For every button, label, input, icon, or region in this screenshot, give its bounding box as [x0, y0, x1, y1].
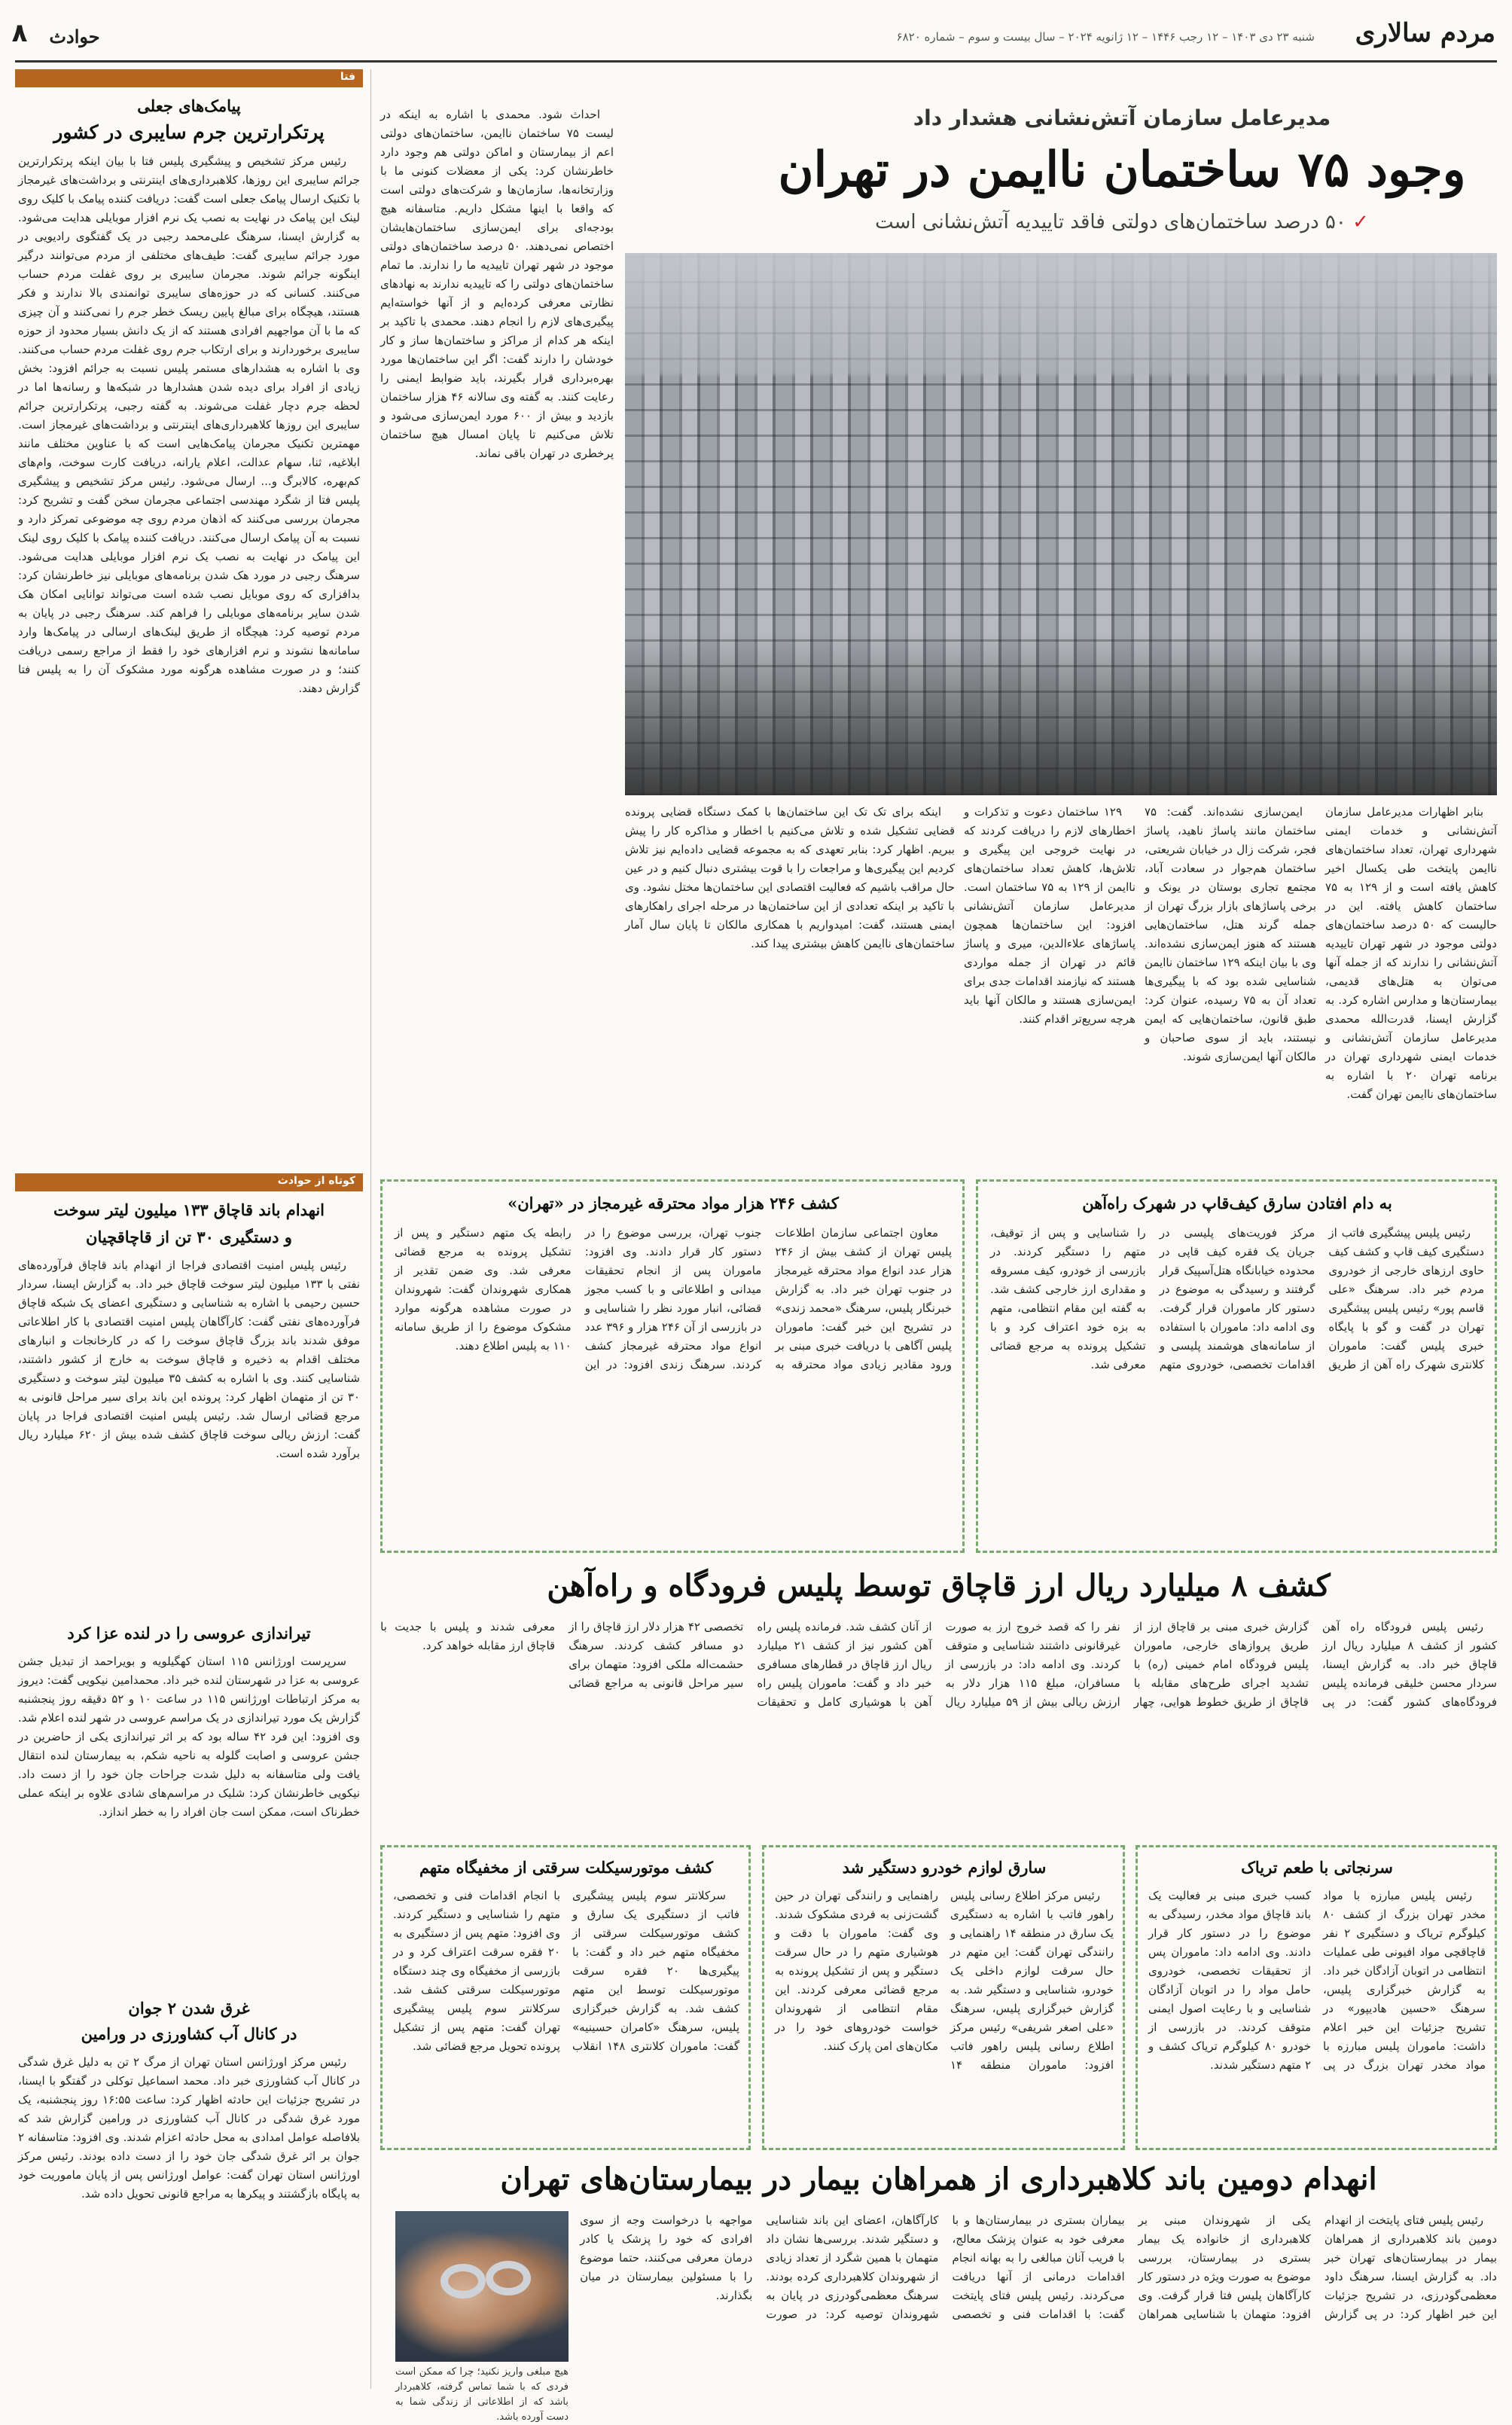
story-body — [775, 1887, 1114, 2143]
story-body — [990, 1224, 1484, 1543]
story-box-robbery — [976, 1179, 1497, 1553]
story-title: پیامک‌های جعلی — [137, 96, 241, 115]
story-title: و دستگیری ۳۰ تن از قاچاقچیان — [86, 1228, 292, 1246]
lead-text: ایمن‌سازی نشده‌اند. گفت: ۷۵ ساختمان مانند پاساژ ناهید، پاساژ فجر، شرکت زال در خیابان شریعتی، ساختمان هم‌جوار در سعادت آباد، مجتمع تجاری بوستان در یونک و برخی پاساژهای بازار بزرگ تهران از جمله گرند هتل، ساختمان‌هایی هستند که هنوز ایمن‌سازی نشده‌اند. وی با بیان اینکه ۱۲۹ ساختمان ناایمن شناسایی شده بود که با پیگیری‌ها تعداد آن به ۷۵ رسیده، عنوان کرد: طبق قانون، ساختمان‌هایی که ایمن نیستند، باید از سوی صاحبان و مالکان آنها ایمن‌سازی شوند. — [1145, 805, 1316, 1063]
story-title: سرنجاتی با طعم تریاک — [1241, 1858, 1393, 1877]
tag-bar — [15, 69, 363, 87]
story-body — [18, 1256, 360, 1614]
story-text: رئیس مرکز تشخیص و پیشگیری پلیس فتا با بیان اینکه پرتکرارترین جرائم سایبری این روزها، کلاهبرداری‌های اینترنتی و برداشت‌های غیرمجاز با تکنیک ارسال پیامک جعلی است گفت: دریافت کننده پیامک با کلیک روی لینک این پیامک در نهایت به نصب یک نرم افزار موبایلی هدایت می‌شود. به گزارش ایسنا، سرهنگ علی‌محمد رجبی در یک گفتگوی رادیویی در مورد جرائم سایبری گفت: طیف‌های مختلفی از مردم می‌توانند درگیر اینگونه جرائم شوند. مجرمان سایبری بر روی غفلت مردم حساب می‌کنند. کسانی که در حوزه‌های سایبری توانمندی بالا ندارند و فکر هستند، هیچگاه برای مبالغ پایین ریسک خطر جرم را نمی‌کنند و آن چیزی که ما با آن مواجهیم افرادی هستند که از یک دانش بسیار محدود از حوزه سایبری برخوردارند و برای ارتکاب جرم روی غفلت مردم حساب می‌کنند. وی با اشاره به هشدارهای مستمر پلیس نسبت به جرائم افزود: بخش زیادی از افراد برای دیده شدن هشدارها در شبکه‌ها و رسانه‌ها اما در لحظه جرم دچار غفلت می‌شوند. به گفته رجبی، پرتکرارترین جرائم سایبری این روزها کلاهبرداری‌های اینترنتی و برداشت‌های غیرمجاز است. مهمترین تکنیک مجرمان پیامک‌هایی است که با عناوین مختلف مانند ابلاغیه، ثنا، سهام عدالت، اعلام یارانه، دریافت کارت سوخت، وام‌های کم‌بهره، کالابرگ و... ارسال می‌شود. رئیس مرکز تشخیص و پیشگیری پلیس فتا از شگرد مهندسی اجتماعی مجرمان سخن گفت و تشریح کرد: مجرمان بررسی می‌کنند که اذهان مردم روی چه موضوعی تمرکز دارد و نسبت به آن پیامک ارسال می‌کنند. دریافت کننده پیامک با کلیک روی لینک این پیامک در نهایت به نصب یک نرم افزار موبایلی هدایت می‌شود. سرهنگ رجبی در مورد هک شدن برنامه‌های موبایلی نیز خاطرنشان کرد: بدافزاری که روی موبایل نصب شده است می‌تواند توانایی امکان هک شدن سایر برنامه‌های موبایلی را فراهم کند. سرهنگ رجبی در پایان به مردم توصیه کرد: هیچگاه از طریق لینک‌های ارسالی در پیامک‌ها وارد سامانه‌ها نشوند و نرم افزارهای خود را فقط از مراجع رسمی دریافت کنند؛ و در صورت مشاهده هرگونه مورد مشکوک آن را به پلیس فتا گزارش دهند. — [18, 154, 360, 695]
story-body — [18, 1652, 360, 1987]
tag-short-news: کوتاه از حوادث — [270, 1173, 363, 1191]
handcuff-ring — [486, 2261, 531, 2295]
story-title: پرتکرارترین جرم سایبری در کشور — [53, 121, 325, 143]
sidebar — [15, 69, 363, 2389]
handcuff-ring — [440, 2264, 486, 2298]
lead-headline: وجود ۷۵ ساختمان ناایمن در تهران — [778, 142, 1466, 198]
story-body — [1148, 1887, 1486, 2143]
lead-kicker: مدیرعامل سازمان آتش‌نشانی هشدار داد — [913, 105, 1331, 130]
hospital-headline: انهدام دومین باند کلاهبرداری از همراهان بیمار در بیمارستان‌های تهران — [500, 2161, 1377, 2197]
lead-col-4 — [625, 803, 955, 1164]
newspaper-brand: مردم سالاری — [1355, 18, 1495, 48]
story-text: سرپرست اورژانس ۱۱۵ استان کهگیلویه و بویراحمد از تبدیل جشن عروسی به عزا در شهرستان لنده خبر داد. محمدامین نیکویی گفت: دیروز به مرکز ارتباطات اورژانس ۱۱۵ در ساعت ۱۰ و ۵۲ دقیقه روز پنجشنبه گزارش یک مورد تیراندازی در یک مراسم عروسی در شهر لنده اعلام شد. وی افزود: این فرد ۴۲ ساله بود که بر اثر تیراندازی یکی از حاضرین در جشن عروسی و اصابت گلوله به ناحیه شکم، به بیمارستان لنده انتقال یافت ولی متاسفانه به دلیل شدت جراحات جان خود را از دست داد. نیکویی خاطرنشان کرد: شلیک در مراسم‌های شادی علاوه بر اینکه عملی خطرناک است، ممکن است جان افراد را به خطر اندازد. — [18, 1655, 361, 1819]
tick-icon: ✓ — [1352, 211, 1369, 233]
lead-col-3 — [964, 803, 1136, 1164]
story-title: کشف موتورسیکلت سرقتی از مخفیگاه متهم — [419, 1858, 714, 1877]
building-photo — [625, 253, 1497, 795]
photo-street-shadow — [625, 253, 1497, 795]
story-text: رئیس پلیس امنیت اقتصادی فراجا از انهدام باند قاچاق فرآورده‌های نفتی با ۱۳۳ میلیون لیتر سوخت قاچاق خبر داد. به گزارش ایسنا، سردار حسین رحیمی با اشاره به شناسایی و دستگیری اعضای یک شبکه قاچاق فرآورده‌های نفتی گفت: کارآگاهان پلیس امنیت اقتصادی با کار اطلاعاتی موفق شدند باند بزرگ قاچاق سوخت را که در کارخانجات و انبارهای مختلف اقدام به ذخیره و قاچاق سوخت به خارج از کشور داشتند، شناسایی کنند. وی با اشاره به کشف ۳۵ میلیون لیتر سوخت و دستگیری ۳۰ تن از متهمان اظهار کرد: پرونده این باند برای سیر مراحل قانونی به مرجع قضائی ارسال شد. رئیس پلیس امنیت اقتصادی فراجا در پایان گفت: ارزش ریالی سوخت قاچاق کشف شده بیش از ۶۲۰ میلیارد ریال برآورد شده است. — [18, 1258, 361, 1460]
hospital-body — [580, 2211, 1497, 2389]
story-title: در کانال آب کشاورزی در ورامین — [81, 2024, 297, 2043]
story-title: کشف ۲۴۶ هزار مواد محترقه غیرمجاز در «تهران» — [508, 1194, 839, 1212]
lead-text: ۱۲۹ ساختمان دعوت و تذکرات و اخطارهای لازم را دریافت کردند که در نهایت خروجی این پیگیری و تلاش‌ها، کاهش تعداد ساختمان‌های ناایمن از ۱۲۹ به ۷۵ ساختمان است. مدیرعامل سازمان آتش‌نشانی افزود: این ساختمان‌ها همچون پاساژهای علاءالدین، میری و پاساژ قائم در تهران از جمله مواردی هستند که نیازمند اقدامات جدی برای ایمن‌سازی هستند و مالکان آنها باید هرچه سریع‌تر اقدام کنند. — [964, 805, 1136, 1026]
story-title: سارق لوازم خودرو دستگیر شد — [842, 1858, 1047, 1877]
story-text: رئیس پلیس فتای پایتخت از انهدام دومین باند کلاهبرداری از همراهان بیمار در بیمارستان‌های تهران خبر داد. به گزارش ایسنا، سرهنگ داود معظمی‌گودرزی، در تشریح جزئیات این خبر اظهار کرد: در پی گزارش یکی از شهروندان مبنی بر کلاهبرداری از خانواده یک بیمار بستری در بیمارستان، بررسی موضوع به صورت ویژه در دستور کار کارآگاهان پلیس فتا قرار گرفت. وی افزود: متهمان با شناسایی همراهان بیماران بستری در بیمارستان‌ها و با معرفی خود به عنوان پزشک معالج، با فریب آنان مبالغی را به بهانه انجام اقدامات درمانی از آنها دریافت می‌کردند. رئیس پلیس فتای پایتخت گفت: با اقدامات فنی و تخصصی کارآگاهان، اعضای این باند شناسایی و دستگیر شدند. بررسی‌ها نشان داد متهمان با همین شگرد از تعداد زیادی از شهروندان کلاهبرداری کرده بودند. سرهنگ معظمی‌گودرزی در پایان به شهروندان توصیه کرد: در صورت مواجهه با درخواست وجه از سوی افرادی که خود را پزشک یا کادر درمان معرفی می‌کنند، حتما موضوع را با مسئولین بیمارستان در میان بگذارند. — [580, 2213, 1497, 2321]
section-name: حوادث — [49, 26, 100, 47]
forex-headline: کشف ۸ میلیارد ریال ارز قاچاق توسط پلیس فرودگاه و راه‌آهن — [547, 1568, 1331, 1603]
story-box-motorcycle — [380, 1845, 751, 2150]
story-text: رئیس پلیس پیشگیری فاتب از دستگیری کیف قاپ و کشف کیف حاوی ارزهای خارجی از خودروی مردم خبر داد. سرهنگ «علی قاسم پور» رئیس پلیس پیشگیری تهران در گفت و گو با پایگاه خبری پلیس گفت: ماموران کلانتری شهرک راه آهن از طریق مرکز فوریت‌های پلیسی در جریان یک فقره کیف قاپی در محدوده خیابانگاه هتل‌آسپیک قرار گرفتند و رسیدگی به موضوع در دستور کار ماموران قرار گرفت. وی ادامه داد: ماموران با استفاده از سامانه‌های هوشمند پلیسی و اقدامات تخصصی، خودروی متهم را شناسایی و پس از توقیف، متهم را دستگیر کردند. در بازرسی از خودرو، کیف مسروقه و مقداری ارز خارجی کشف شد. به گفته این مقام انتظامی، متهم به بزه خود اعتراف کرد و با تشکیل پرونده به مرجع قضائی معرفی شد. — [990, 1226, 1484, 1371]
lead-col-5 — [380, 105, 614, 1164]
forex-body — [380, 1618, 1497, 1836]
story-box-opium — [1136, 1845, 1497, 2150]
masthead-rule — [15, 60, 1497, 63]
story-body — [393, 1887, 739, 2143]
story-text: رئیس پلیس مبارزه با مواد مخدر تهران بزرگ از کشف ۸۰ کیلوگرم تریاک و دستگیری ۲ نفر قاچاقچی مواد افیونی طی عملیات انتظامی در اتوبان آزادگان خبر داد. به گزارش خبرگزاری پلیس، سرهنگ «حسین هادیپور» در تشریح جزئیات این خبر اعلام داشت: ماموران پلیس مبارزه با مواد مخدر تهران بزرگ در پی کسب خبری مبنی بر فعالیت یک باند قاچاق مواد مخدر، رسیدگی به موضوع را در دستور کار قرار دادند. وی ادامه داد: ماموران پس از تحقیقات تخصصی، خودروی حامل مواد را در اتوبان آزادگان شناسایی و با رعایت اصول ایمنی متوقف کردند. در بازرسی از خودرو ۸۰ کیلوگرم تریاک کشف و ۲ متهم دستگیر شدند. — [1148, 1889, 1486, 2072]
story-text: سرکلانتر سوم پلیس پیشگیری فاتب از دستگیری یک سارق و کشف موتورسیکلت سرقتی از مخفیگاه متهم خبر داد و گفت: با پیگیری‌ها ۲۰ فقره سرقت موتورسیکلت توسط این متهم کشف شد. به گزارش خبرگزاری پلیس، سرهنگ «کامران حسینیه» گفت: ماموران کلانتری ۱۴۸ انقلاب با انجام اقدامات فنی و تخصصی، متهم را شناسایی و دستگیر کردند. وی افزود: متهم پس از دستگیری به ۲۰ فقره سرقت اعتراف کرد و در بازرسی از مخفیگاه وی چند دستگاه موتورسیکلت سرقتی کشف شد. سرکلانتر سوم پلیس پیشگیری تهران گفت: متهم پس از تشکیل پرونده تحویل مرجع قضائی شد. — [393, 1889, 739, 2053]
tag-fata: فتا — [333, 69, 363, 87]
lead-subhead — [783, 211, 1461, 241]
story-title: به دام افتادن سارق کیف‌قاپ در شهرک راه‌آهن — [1082, 1194, 1392, 1212]
story-body — [395, 1224, 952, 1543]
story-text: معاون اجتماعی سازمان اطلاعات پلیس تهران از کشف بیش از ۲۴۶ هزار عدد انواع مواد محترقه غیرمجاز در جنوب تهران خبر داد. به گزارش خبرنگار پلیس، سرهنگ «محمد زندی» در تشریح این خبر گفت: ماموران پلیس آگاهی با دریافت خبری مبنی بر ورود مقادیر زیادی مواد محترقه به جنوب تهران، بررسی موضوع را در دستور کار قرار دادند. وی افزود: ماموران پس از انجام تحقیقات میدانی و اطلاعاتی و با کسب مجوز قضائی، انبار مورد نظر را شناسایی و در بازرسی از آن ۲۴۶ هزار و ۳۹۶ عدد انواع مواد محترقه غیرمجاز کشف کردند. سرهنگ زندی افزود: در این رابطه یک متهم دستگیر و پس از تشکیل پرونده به مرجع قضائی معرفی شد. وی ضمن تقدیر از همکاری شهروندان گفت: شهروندان در صورت مشاهده هرگونه موارد مشکوک موضوع را از طریق سامانه ۱۱۰ به پلیس اطلاع دهند. — [395, 1226, 952, 1371]
story-box-car-parts — [762, 1845, 1125, 2150]
story-body — [18, 152, 360, 1165]
lead-text: احداث شود. محمدی با اشاره به اینکه در لیست ۷۵ ساختمان ناایمن، ساختمان‌های دولتی اعم از بیمارستان و اماکن دولتی هم وجود دارد خاطرنشان کرد: یکی از معضلات کنونی ما با وزارتخانه‌ها، سازمان‌ها و شرکت‌های دولتی است که واقعا با اینها مشکل داریم. متاسفانه هیچ بودجه‌ای برای ایمن‌سازی ساختمان‌هایشان اختصاص نمی‌دهند. ۵۰ درصد ساختمان‌های دولتی موجود در شهر تهران تاییدیه ما را ندارند. ما تمام ساختمان‌های دولتی را که تاییدیه ندارند به نهادهای نظارتی معرفی کرده‌ایم و از آنها خواسته‌ایم پیگیری‌های لازم را انجام دهند. محمدی با تاکید بر اینکه هر کدام از مراکز و ساختمان‌ها ساز و کار خودشان را دارند گفت: اگر این ساختمان‌ها مورد بهره‌برداری قرار بگیرند، باید ضوابط ایمنی را رعایت کنند. به گفته وی سالانه ۴۶ هزار ساختمان بازدید و بیش از ۶۰۰ مورد ایمن‌سازی می‌شود و تلاش می‌کنیم تا پایان امسال هیچ ساختمان پرخطری در تهران باقی نماند. — [380, 108, 614, 460]
story-title: انهدام باند قاچاق ۱۳۳ میلیون لیتر سوخت — [53, 1200, 325, 1219]
story-body — [18, 2053, 360, 2384]
page-number: ۸ — [11, 18, 28, 48]
photo-caption: هیچ مبلغی واریز نکنید؛ چرا که ممکن است فردی که با شما تماس گرفته، کلاهبردار باشد که از اطلاعاتی از زندگی شما به دست آورده باشد. — [395, 2366, 569, 2423]
story-title: غرق شدن ۲ جوان — [128, 1999, 250, 2018]
lead-col-1 — [1325, 803, 1497, 1164]
column-divider — [370, 69, 371, 2389]
subhead-text: ۵۰ درصد ساختمان‌های دولتی فاقد تاییدیه آتش‌نشانی است — [875, 211, 1346, 233]
story-text: رئیس مرکز اطلاع رسانی پلیس راهور فاتب با اشاره به دستگیری یک سارق در منطقه ۱۴ راهنمایی و رانندگی تهران گفت: این متهم در حال سرقت لوازم داخلی یک خودرو، شناسایی و دستگیر شد. به گزارش خبرگزاری پلیس، سرهنگ «علی اصغر شریفی» رئیس مرکز اطلاع رسانی پلیس راهور فاتب افزود: ماموران منطقه ۱۴ راهنمایی و رانندگی تهران در حین گشت‌زنی به فردی مشکوک شدند. وی گفت: ماموران با دقت و هوشیاری متهم را در حال سرقت دستگیر و پس از تشکیل پرونده به مرجع قضائی معرفی کردند. این مقام انتظامی از شهروندان خواست خودروهای خود را در مکان‌های امن پارک کنند. — [775, 1889, 1114, 2072]
lead-text: اینکه برای تک تک این ساختمان‌ها با کمک دستگاه قضایی پرونده قضایی تشکیل شده و تلاش می‌کنیم با اخطار و مذاکره کار را پیش ببریم. اظهار کرد: بنابر تعهدی که به مجموعه قضایی داده‌ایم نیز تلاش کردیم این پیگیری‌ها و مراجعات را با قوت بیشتری دنبال کنیم و در عین حال مراقب باشیم که فعالیت اقتصادی این ساختمان‌ها مختل نشود. وی با تاکید بر اینکه تعدادی از این ساختمان‌ها در مرحله اجرای راهکارهای ایمنی هستند، گفت: امیدواریم با همکاری مالکان تا پایان سال آمار ساختمان‌های ناایمن کاهش بیشتری پیدا کند. — [625, 805, 955, 950]
story-text: رئیس پلیس فرودگاه راه آهن کشور از کشف ۸ میلیارد ریال ارز قاچاق خبر داد. به گزارش ایسنا، سردار محسن خلیقی فرمانده پلیس فرودگاه‌های کشور گفت: در پی گزارش خبری مبنی بر قاچاق ارز از طریق پروازهای خارجی، ماموران پلیس فرودگاه امام خمینی (ره) با تشدید اجرای طرح‌های مقابله با قاچاق از طریق خطوط هوایی، چهار نفر را که قصد خروج ارز به صورت غیرقانونی داشتند شناسایی و متوقف کردند. وی ادامه داد: در بازرسی از مسافران، مبلغ ۱۱۵ هزار دلار به ارزش ریالی بیش از ۵۹ میلیارد ریال از آنان کشف شد. فرمانده پلیس راه آهن کشور نیز از کشف ۲۱ میلیارد ریال ارز قاچاق در قطارهای مسافری خبر داد و گفت: ماموران پلیس راه آهن با هوشیاری کامل و تحقیقات تخصصی ۴۲ هزار دلار ارز قاچاق را از دو مسافر کشف کردند. سرهنگ حشمت‌اله ملکی افزود: متهمان برای سیر مراحل قانونی به مراجع قضائی معرفی شدند و پلیس با جدیت با قاچاق ارز مقابله خواهد کرد. — [380, 1620, 1497, 1709]
story-text: رئیس مرکز اورژانس استان تهران از مرگ ۲ تن به دلیل غرق شدگی در کانال آب کشاورزی خبر داد. محمد اسماعیل توکلی در گفتگو با ایسنا، در تشریح جزئیات این حادثه اظهار کرد: ساعت ۱۶:۵۵ روز پنجشنبه، یک مورد غرق شدگی در کانال آب کشاورزی در ورامین گزارش شد که بلافاصله عوامل امدادی به محل حادثه اعزام شدند. وی افزود: متاسفانه ۲ جوان بر اثر غرق شدگی جان خود را از دست داده بودند. رئیس مرکز اورژانس استان تهران گفت: عوامل اورژانس پس از پایان ماموریت خود به پایگاه بازگشتند و پیکرها به مراجع قانونی تحویل داده شد. — [18, 2055, 360, 2201]
dateline: شنبه ۲۳ دی ۱۴۰۳ – ۱۲ رجب ۱۴۴۶ – ۱۲ ژانویه ۲۰۲۴ – سال بیست و سوم – شماره ۶۸۲۰ — [896, 30, 1315, 44]
handcuffs-photo — [395, 2211, 569, 2362]
lead-col-2 — [1145, 803, 1316, 1164]
story-title: تیراندازی عروسی را در لنده عزا کرد — [67, 1624, 311, 1643]
story-box-fireworks — [380, 1179, 965, 1553]
lead-text: بنابر اظهارات مدیرعامل سازمان آتش‌نشانی و خدمات ایمنی شهرداری تهران، تعداد ساختمان‌های ناایمن پایتخت طی یکسال اخیر کاهش یافته است و از ۱۲۹ به ۷۵ ساختمان کاهش یافته. این در حالیست که ۵۰ درصد ساختمان‌های دولتی موجود در شهر تهران تاییدیه آتش‌نشانی را ندارند که از جمله آنها می‌توان به هتل‌های قدیمی، بیمارستان‌ها و مدارس اشاره کرد. به گزارش ایسنا، قدرت‌الله محمدی مدیرعامل سازمان آتش‌نشانی و خدمات ایمنی شهرداری تهران در برنامه تهران ۲۰ با اشاره به ساختمان‌های ناایمن تهران گفت. — [1325, 805, 1497, 1101]
